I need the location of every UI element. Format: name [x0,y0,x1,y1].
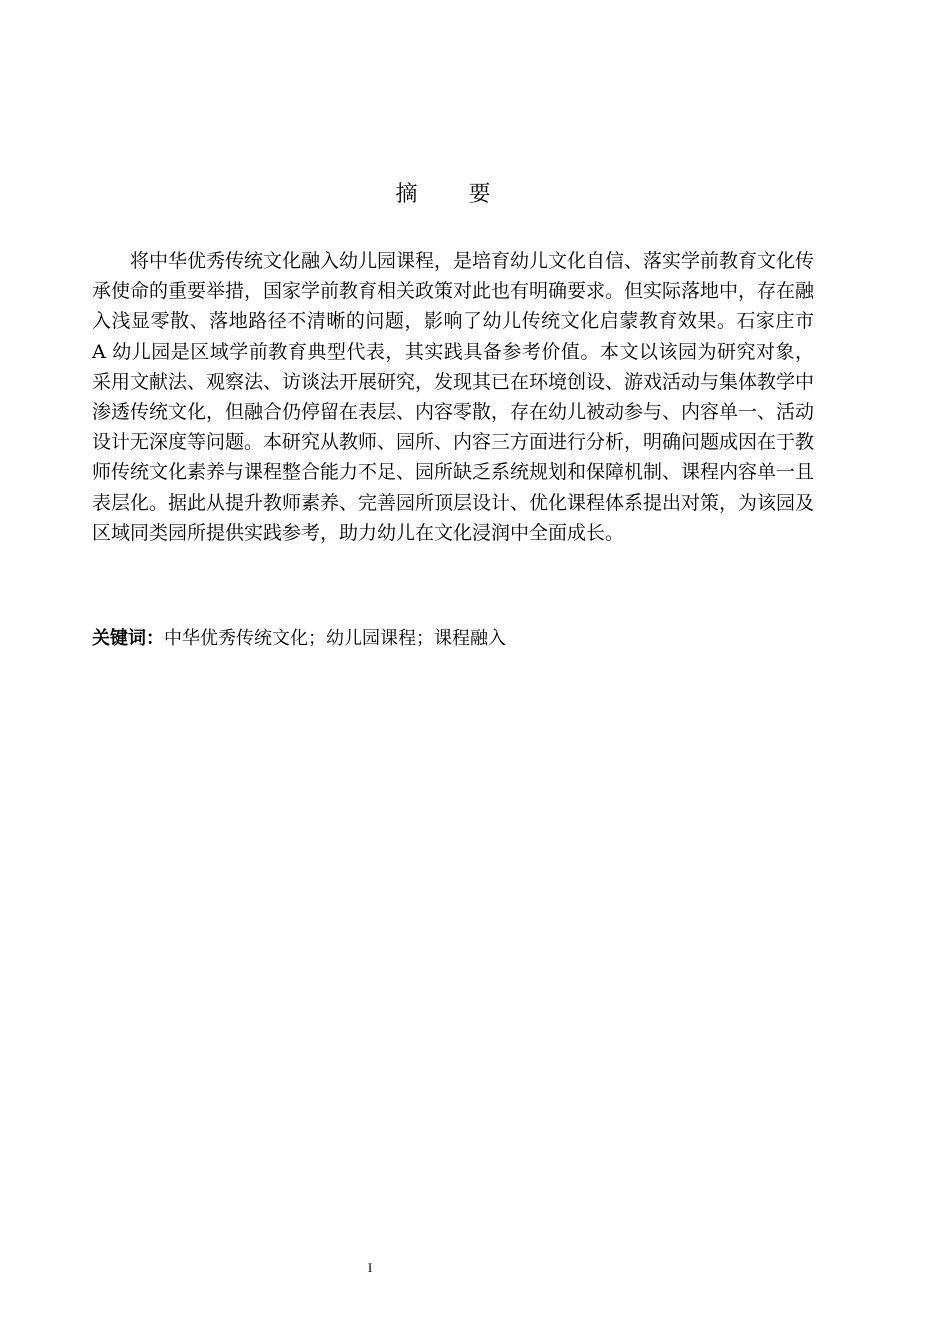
abstract-paragraph: 将中华优秀传统文化融入幼儿园课程，是培育幼儿文化自信、落实学前教育文化传承使命的重要举措，国家学前教育相关政策对此也有明确要求。但实际落地中，存在融入浅显零散、落地路径不清晰的问题，影响了幼儿传统文化启蒙教育效果。石家庄市 A 幼儿园是区域学前教育典型代表，其实践具备参考价值。本文以该园为研究对象，采用文献法、观察法、访谈法开展研究，发现其已在环境创设、游戏活动与集体教学中渗透传统文化，但融合仍停留在表层、内容零散，存在幼儿被动参与、内容单一、活动设计无深度等问题。本研究从教师、园所、内容三方面进行分析，明确问题成因在于教师传统文化素养与课程整合能力不足、园所缺乏系统规划和保障机制、课程内容单一且表层化。据此从提升教师素养、完善园所顶层设计、优化课程体系提出对策，为该园及区域同类园所提供实践参考，助力幼儿在文化浸润中全面成长。 [92,250,815,544]
page-number: I [367,1260,373,1275]
keywords-label: 关键词： [92,628,164,649]
keywords-line [92,626,832,652]
abstract-title: 摘 要 [395,182,513,207]
keywords-text: 中华优秀传统文化；幼儿园课程；课程融入 [164,628,506,649]
